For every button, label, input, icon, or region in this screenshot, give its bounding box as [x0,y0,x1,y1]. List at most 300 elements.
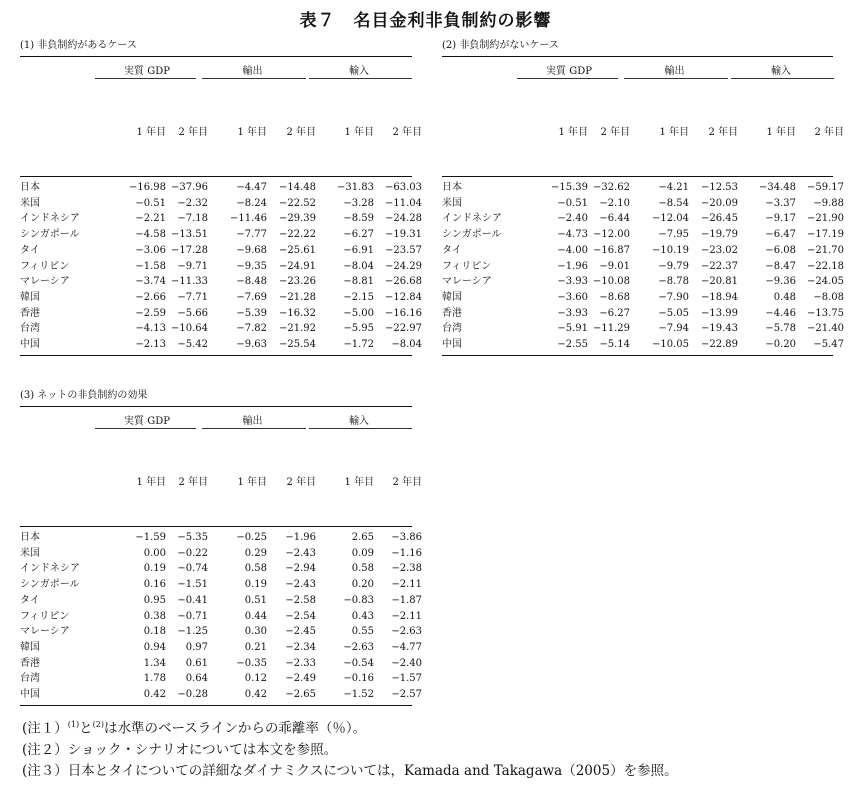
value-cell: −0.22 [177,547,208,559]
table-row [20,546,422,561]
year-header: 1 年目 [237,477,267,488]
value-cell: 0.19 [143,563,166,575]
value-cell: 0.29 [244,547,267,559]
value-cell: −9.71 [177,260,208,272]
value-cell: −12.53 [700,182,738,193]
value-cell: −21.40 [806,323,844,335]
value-cell: −16.32 [278,307,316,319]
country-name: タイ [20,244,40,256]
value-cell: −3.60 [557,291,588,303]
table-row [20,609,422,624]
value-cell: 0.95 [143,594,166,606]
value-cell: −9.88 [813,197,844,209]
value-cell: −7.94 [658,323,689,335]
value-cell: 0.42 [143,689,166,700]
top-rule [442,56,833,57]
value-cell: −8.48 [236,276,267,288]
value-cell: −5.05 [658,307,689,319]
table-row [442,211,844,226]
year-header: 2 年目 [286,127,316,138]
value-cell: −11.29 [592,323,630,335]
value-cell: 2.65 [351,532,374,543]
value-cell: −7.77 [236,229,267,241]
value-cell: 1.34 [143,657,166,669]
value-cell: −8.24 [236,197,267,209]
year-header: 2 年目 [392,477,422,488]
year-header: 1 年目 [136,477,166,488]
value-cell: −6.08 [765,244,796,256]
value-cell: 0.16 [143,579,166,591]
value-cell: −17.28 [170,244,208,256]
value-cell: −0.41 [177,594,208,606]
table-row [20,196,422,211]
country-name: シンガポール [442,229,502,241]
value-cell: −3.74 [135,276,166,288]
value-cell: −2.65 [285,689,316,700]
value-cell: −2.55 [557,339,588,350]
country-name: 韓国 [442,291,462,303]
value-cell: −2.33 [285,657,316,669]
value-cell: −4.47 [236,182,267,193]
value-cell: −5.66 [177,307,208,319]
value-cell: −23.26 [278,276,316,288]
value-cell: 0.20 [351,579,374,591]
value-cell: −13.99 [700,307,738,319]
table-row [20,656,422,671]
value-cell: −2.45 [285,626,316,638]
country-name: 香港 [20,307,40,319]
panel-label: (3) ネットの非負制約の効果 [20,390,148,401]
country-name: 韓国 [20,291,40,303]
value-cell: 0.44 [244,610,267,622]
country-name: マレーシア [20,276,70,288]
country-name: 日本 [442,182,462,193]
country-name: マレーシア [442,276,492,288]
table-row [442,196,844,211]
country-name: シンガポール [20,229,80,241]
value-cell: −5.35 [177,532,208,543]
value-cell: −2.34 [285,641,316,653]
value-cell: −2.49 [285,673,316,685]
value-cell: −9.35 [236,260,267,272]
table-row [442,290,844,305]
value-cell: −9.01 [599,260,630,272]
value-cell: −3.86 [391,532,422,543]
value-cell: 1.78 [143,673,166,685]
value-cell: −12.04 [651,213,689,225]
value-cell: 0.18 [143,626,166,638]
year-header: 1 年目 [766,127,796,138]
value-cell: −11.46 [229,213,267,225]
value-cell: −24.91 [278,260,316,272]
header-rule [442,176,833,177]
value-cell: −2.11 [391,610,422,622]
table-row [442,180,844,195]
note-1-ref-1: (1) [67,720,80,729]
value-cell: −1.51 [177,579,208,591]
value-cell: −1.58 [135,260,166,272]
group-underline [95,78,196,79]
note-2: (注２）ショック・シナリオについては本文を参照。 [22,741,338,758]
value-cell: 0.51 [244,594,267,606]
year-header: 1 年目 [344,127,374,138]
value-cell: −2.11 [391,579,422,591]
table-row [20,243,422,258]
group-header: 輸入 [349,66,369,77]
value-cell: −12.84 [384,291,422,303]
value-cell: −0.71 [177,610,208,622]
value-cell: −6.27 [599,307,630,319]
value-cell: −26.45 [700,213,738,225]
group-underline [309,428,412,429]
value-cell: 0.48 [773,291,796,303]
value-cell: −5.00 [343,307,374,319]
value-cell: −7.82 [236,323,267,335]
value-cell: 0.09 [351,547,374,559]
value-cell: 0.19 [244,579,267,591]
value-cell: −2.43 [285,547,316,559]
table-row [20,290,422,305]
value-cell: −22.18 [806,260,844,272]
value-cell: −2.15 [343,291,374,303]
panel-3 [20,386,422,716]
table-row [20,671,422,686]
value-cell: −25.61 [278,244,316,256]
country-name: 台湾 [442,323,462,335]
group-header: 実質 GDP [124,66,170,77]
value-cell: 0.21 [244,641,267,653]
value-cell: −9.68 [236,244,267,256]
value-cell: −25.54 [278,339,316,350]
value-cell: −21.92 [278,323,316,335]
value-cell: −26.68 [384,276,422,288]
value-cell: −0.16 [343,673,374,685]
value-cell: −8.08 [813,291,844,303]
country-name: フィリピン [20,260,70,272]
country-name: 米国 [20,197,40,209]
group-header: 輸入 [771,66,791,77]
value-cell: −20.81 [700,276,738,288]
value-cell: −2.63 [391,626,422,638]
value-cell: −9.79 [658,260,689,272]
country-name: インドネシア [20,563,80,575]
country-name: タイ [442,244,462,256]
value-cell: −0.51 [135,197,166,209]
note-1-ref-2: (2) [92,720,104,729]
header-rule [20,526,412,527]
value-cell: −34.48 [758,182,796,193]
year-header: 2 年目 [600,127,630,138]
value-cell: −2.59 [135,307,166,319]
country-name: 中国 [442,339,462,350]
year-header: 2 年目 [708,127,738,138]
value-cell: −17.19 [806,229,844,241]
panel-label: (1) 非負制約があるケース [20,40,137,51]
country-name: 米国 [442,197,462,209]
group-underline [624,78,728,79]
top-rule [20,406,412,407]
group-underline [202,78,306,79]
table-row [442,274,844,289]
year-header: 1 年目 [237,127,267,138]
country-name: 中国 [20,689,40,700]
group-header: 輸出 [242,416,263,427]
value-cell: −22.37 [700,260,738,272]
country-name: タイ [20,594,40,606]
value-cell: −7.95 [658,229,689,241]
value-cell: −3.37 [765,197,796,209]
value-cell: −2.66 [135,291,166,303]
value-cell: −11.04 [384,197,422,209]
table-row [442,227,844,242]
value-cell: 0.94 [143,641,166,653]
value-cell: 0.43 [351,610,374,622]
value-cell: −10.19 [651,244,689,256]
header-rule [20,176,412,177]
country-name: 台湾 [20,323,40,335]
value-cell: −9.17 [765,213,796,225]
value-cell: −1.59 [135,532,166,543]
table-row [442,259,844,274]
value-cell: −22.89 [700,339,738,350]
year-header: 2 年目 [178,127,208,138]
year-header: 2 年目 [392,127,422,138]
group-underline [309,78,412,79]
bottom-rule [20,355,412,356]
value-cell: −5.39 [236,307,267,319]
value-cell: −16.16 [384,307,422,319]
value-cell: −1.16 [391,547,422,559]
value-cell: −29.39 [278,213,316,225]
value-cell: −2.57 [391,689,422,700]
group-header: 実質 GDP [546,66,592,77]
value-cell: −19.79 [700,229,738,241]
table-row [20,624,422,639]
year-header: 1 年目 [344,477,374,488]
value-cell: −2.10 [599,197,630,209]
country-name: 香港 [442,307,462,319]
value-cell: −0.20 [765,339,796,350]
table-row [20,306,422,321]
value-cell: −4.58 [135,229,166,241]
table-row [20,337,422,352]
value-cell: −3.93 [557,276,588,288]
value-cell: −16.98 [128,182,166,193]
value-cell: −0.51 [557,197,588,209]
value-cell: −15.39 [550,182,588,193]
country-name: 米国 [20,547,40,559]
value-cell: −1.87 [391,594,422,606]
value-cell: −2.32 [177,197,208,209]
year-header: 1 年目 [558,127,588,138]
value-cell: −21.28 [278,291,316,303]
group-underline [202,428,306,429]
value-cell: −2.54 [285,610,316,622]
table-row [20,561,422,576]
value-cell: −9.63 [236,339,267,350]
value-cell: −4.73 [557,229,588,241]
country-name: マレーシア [20,626,70,638]
top-rule [20,56,412,57]
value-cell: −14.48 [278,182,316,193]
value-cell: 0.30 [244,626,267,638]
note-1-and: と [79,720,93,737]
table-row [20,593,422,608]
value-cell: −4.46 [765,307,796,319]
value-cell: −9.36 [765,276,796,288]
group-underline [95,428,196,429]
value-cell: −7.18 [177,213,208,225]
table-row [442,337,844,352]
note-3: (注３）日本とタイについての詳細なダイナミクスについては，Kamada and Takagawa（2005）を参照。 [22,762,678,779]
table-row [20,180,422,195]
value-cell: −2.63 [343,641,374,653]
value-cell: −1.72 [343,339,374,350]
year-header: 1 年目 [659,127,689,138]
value-cell: −7.71 [177,291,208,303]
value-cell: −13.75 [806,307,844,319]
value-cell: −11.33 [170,276,208,288]
value-cell: −13.51 [170,229,208,241]
table-row [20,274,422,289]
year-header: 1 年目 [136,127,166,138]
value-cell: −5.47 [813,339,844,350]
value-cell: −2.40 [391,657,422,669]
country-name: 日本 [20,532,40,543]
table-row [442,243,844,258]
value-cell: −0.28 [177,689,208,700]
value-cell: 0.58 [351,563,374,575]
group-header: 輸出 [242,66,263,77]
table-title: 表７ 名目金利非負制約の影響 [299,11,552,31]
value-cell: 0.42 [244,689,267,700]
value-cell: −8.04 [343,260,374,272]
country-name: 香港 [20,657,40,669]
value-cell: −8.78 [658,276,689,288]
country-name: インドネシア [20,213,80,225]
table-row [442,321,844,336]
country-name: フィリピン [20,610,70,622]
value-cell: −8.47 [765,260,796,272]
value-cell: −6.91 [343,244,374,256]
table-row [442,306,844,321]
value-cell: −8.81 [343,276,374,288]
value-cell: −59.17 [806,182,844,193]
value-cell: −1.52 [343,689,374,700]
bottom-rule [442,355,833,356]
value-cell: −2.43 [285,579,316,591]
value-cell: −10.64 [170,323,208,335]
value-cell: −3.06 [135,244,166,256]
value-cell: −19.43 [700,323,738,335]
value-cell: −0.83 [343,594,374,606]
value-cell: 0.55 [351,626,374,638]
value-cell: −32.62 [592,182,630,193]
value-cell: −1.96 [285,532,316,543]
group-header: 輸出 [664,66,685,77]
value-cell: −2.94 [285,563,316,575]
country-name: 韓国 [20,641,40,653]
value-cell: −2.40 [557,213,588,225]
table-row [20,211,422,226]
value-cell: −5.78 [765,323,796,335]
value-cell: −8.54 [658,197,689,209]
value-cell: −24.29 [384,260,422,272]
country-name: 中国 [20,339,40,350]
bottom-rule [20,705,412,706]
value-cell: −19.31 [384,229,422,241]
country-name: シンガポール [20,579,80,591]
value-cell: −0.74 [177,563,208,575]
value-cell: −1.57 [391,673,422,685]
value-cell: 0.97 [185,641,208,653]
value-cell: −5.42 [177,339,208,350]
table-row [20,687,422,702]
value-cell: −21.70 [806,244,844,256]
value-cell: 0.38 [143,610,166,622]
value-cell: −31.83 [336,182,374,193]
value-cell: −4.13 [135,323,166,335]
panel-2 [442,36,844,366]
value-cell: −21.90 [806,213,844,225]
country-name: インドネシア [442,213,502,225]
value-cell: −24.28 [384,213,422,225]
value-cell: −4.77 [391,641,422,653]
country-name: 台湾 [20,673,40,685]
value-cell: −6.27 [343,229,374,241]
note-1 [22,714,678,740]
value-cell: −12.00 [592,229,630,241]
group-header: 実質 GDP [124,416,170,427]
value-cell: −1.25 [177,626,208,638]
value-cell: −37.96 [170,182,208,193]
table-row [20,640,422,655]
value-cell: −24.05 [806,276,844,288]
note-1-prefix: (注１） [22,720,68,737]
value-cell: −5.14 [599,339,630,350]
value-cell: 0.00 [143,547,166,559]
notes [22,714,678,782]
value-cell: −6.47 [765,229,796,241]
value-cell: −8.59 [343,213,374,225]
value-cell: −10.05 [651,339,689,350]
year-header: 2 年目 [178,477,208,488]
group-underline [731,78,834,79]
value-cell: −4.21 [658,182,689,193]
table-row [20,259,422,274]
value-cell: −22.22 [278,229,316,241]
value-cell: −22.97 [384,323,422,335]
value-cell: −6.44 [599,213,630,225]
country-name: 日本 [20,182,40,193]
value-cell: −18.94 [700,291,738,303]
value-cell: 0.58 [244,563,267,575]
value-cell: −0.54 [343,657,374,669]
value-cell: −20.09 [700,197,738,209]
value-cell: −5.91 [557,323,588,335]
value-cell: −7.90 [658,291,689,303]
value-cell: −63.03 [384,182,422,193]
value-cell: −2.58 [285,594,316,606]
group-underline [517,78,618,79]
value-cell: −2.38 [391,563,422,575]
value-cell: −8.68 [599,291,630,303]
panel-1 [20,36,422,366]
group-header: 輸入 [349,416,369,427]
value-cell: −1.96 [557,260,588,272]
value-cell: −3.28 [343,197,374,209]
table-row [20,577,422,592]
